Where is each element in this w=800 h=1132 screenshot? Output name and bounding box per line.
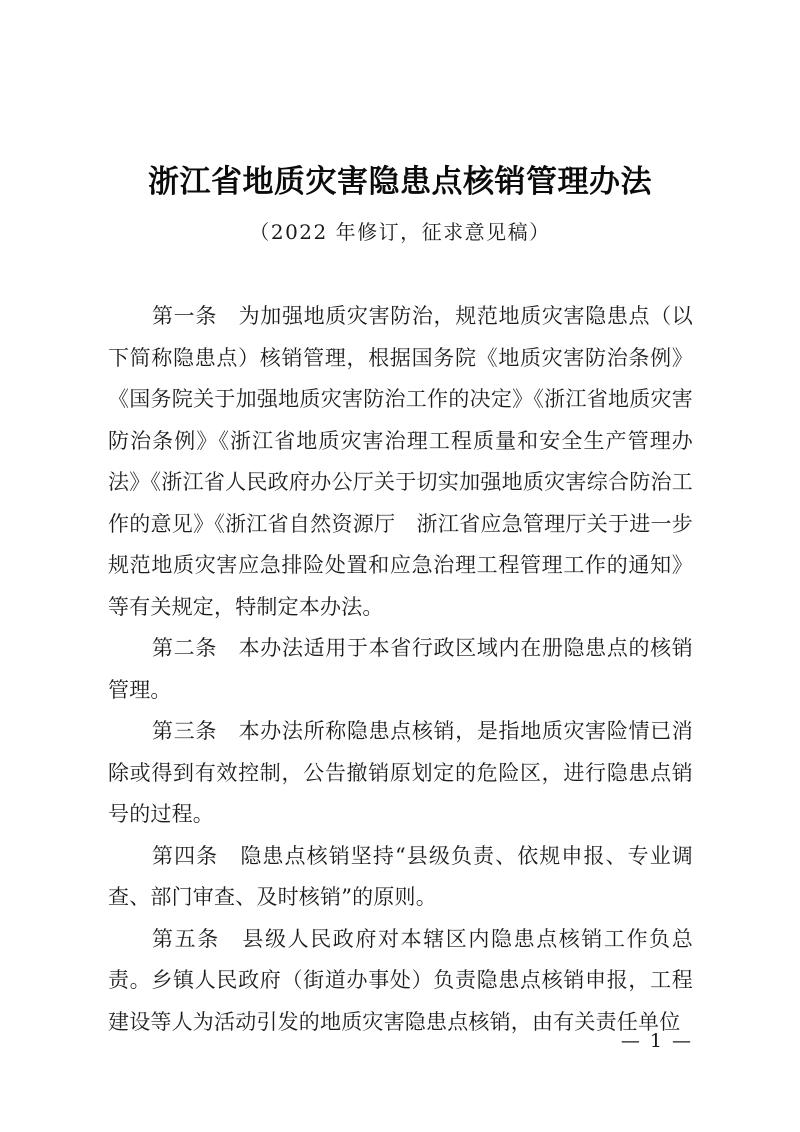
article-paragraph-2: 第二条 本办法适用于本省行政区域内在册隐患点的核销管理。 [108,636,693,702]
document-body [108,296,693,1043]
article-paragraph-4: 第四条 隐患点核销坚持“县级负责、依规申报、专业调查、部门审查、及时核销”的原则。 [108,843,693,909]
article-paragraph-1: 第一条 为加强地质灾害防治，规范地质灾害隐患点（以下简称隐患点）核销管理，根据国务院《地质灾害防治条例》《国务院关于加强地质灾害防治工作的决定》《浙江省地质灾害防治条例》《浙江省地质灾害治理工程质量和安全生产管理办法》《浙江省人民政府办公厅关于切实加强地质灾害综合防治工作的意见》《浙江省自然资源厅 浙江省应急管理厅关于进一步规范地质灾害应急排险处置和应急治理工程管理工作的通知》等有关规定，特制定本办法。 [108,304,693,619]
page-footer [108,1028,693,1054]
page-title: 浙江省地质灾害隐患点核销管理办法 [148,164,652,200]
page-subtitle: （2022 年修订，征求意见稿） [249,220,551,244]
article-paragraph-5: 第五条 县级人民政府对本辖区内隐患点核销工作负总责。乡镇人民政府（街道办事处）负责隐患点核销申报，工程建设等人为活动引发的地质灾害隐患点核销，由有关责任单位 [108,926,693,1034]
article-paragraph-3: 第三条 本办法所称隐患点核销，是指地质灾害险情已消除或得到有效控制，公告撤销原划定的危险区，进行隐患点销号的过程。 [108,719,693,826]
page-number: — 1 — [620,1030,693,1052]
title-block [100,160,700,247]
